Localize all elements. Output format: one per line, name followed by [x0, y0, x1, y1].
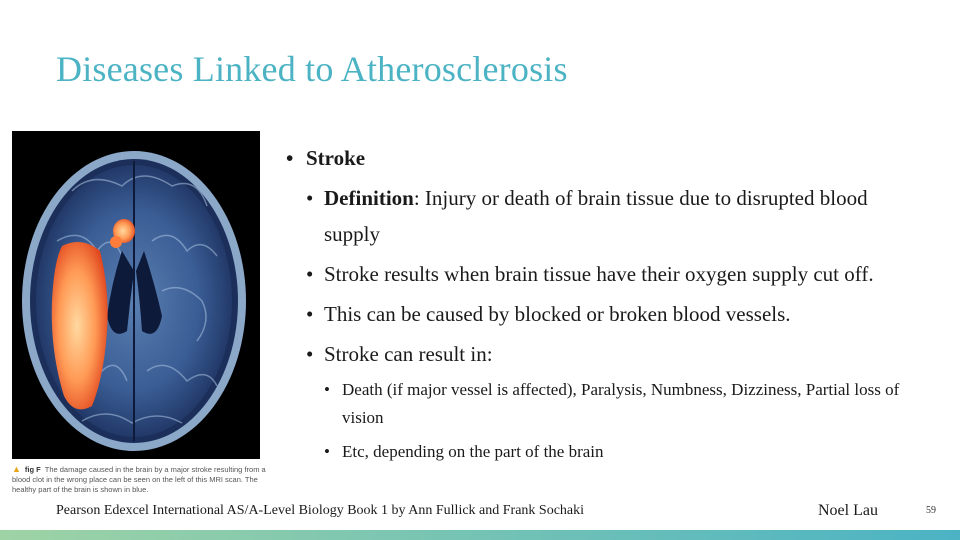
figure-caption-text: The damage caused in the brain by a major stroke resulting from a blood clot in the wrong place can be seen on the left of this MRI scan. The healthy part of the brain is shown in blue.	[12, 465, 266, 494]
bullet-result-in	[286, 336, 926, 372]
bullet-text: Stroke can result in:	[324, 342, 493, 366]
bullet-icon: •	[324, 442, 330, 461]
page-number: 59	[926, 505, 936, 516]
sub-bullet-text: Death (if major vessel is affected), Paralysis, Numbness, Dizziness, Partial loss of vision	[342, 380, 900, 427]
bullet-definition	[286, 180, 926, 252]
figure-caption	[12, 464, 280, 495]
bullet-oxygen-supply	[286, 256, 926, 292]
bullet-icon: •	[306, 186, 314, 210]
bullet-icon: •	[286, 146, 294, 170]
slide-title: Diseases Linked to Atherosclerosis	[56, 49, 568, 89]
bullet-icon: •	[306, 262, 314, 286]
bullet-list	[286, 140, 926, 472]
sub-bullet-etc	[286, 438, 926, 466]
mri-brain-scan-image	[12, 131, 260, 459]
bullet-icon: •	[306, 302, 314, 326]
sub-bullet-text: Etc, depending on the part of the brain	[342, 442, 604, 461]
bullet-text: Stroke results when brain tissue have their oxygen supply cut off.	[324, 262, 874, 286]
bullet-icon: •	[306, 342, 314, 366]
definition-text: : Injury or death of brain tissue due to disrupted blood supply	[324, 186, 868, 246]
bullet-text: This can be caused by blocked or broken blood vessels.	[324, 302, 791, 326]
triangle-icon: ▲	[12, 464, 21, 474]
definition-label: Definition	[324, 186, 414, 210]
bullet-stroke-heading	[286, 140, 926, 176]
bottom-accent-bar	[0, 530, 960, 540]
figure-label: fig F	[24, 465, 41, 474]
author-name: Noel Lau	[818, 502, 878, 519]
sub-bullet-effects	[286, 376, 926, 432]
source-citation: Pearson Edexcel International AS/A-Level Biology Book 1 by Ann Fullick and Frank Sochaki	[56, 503, 585, 518]
bullet-icon: •	[324, 380, 330, 399]
bullet-blocked-vessels	[286, 296, 926, 332]
heading-text: Stroke	[306, 146, 366, 170]
